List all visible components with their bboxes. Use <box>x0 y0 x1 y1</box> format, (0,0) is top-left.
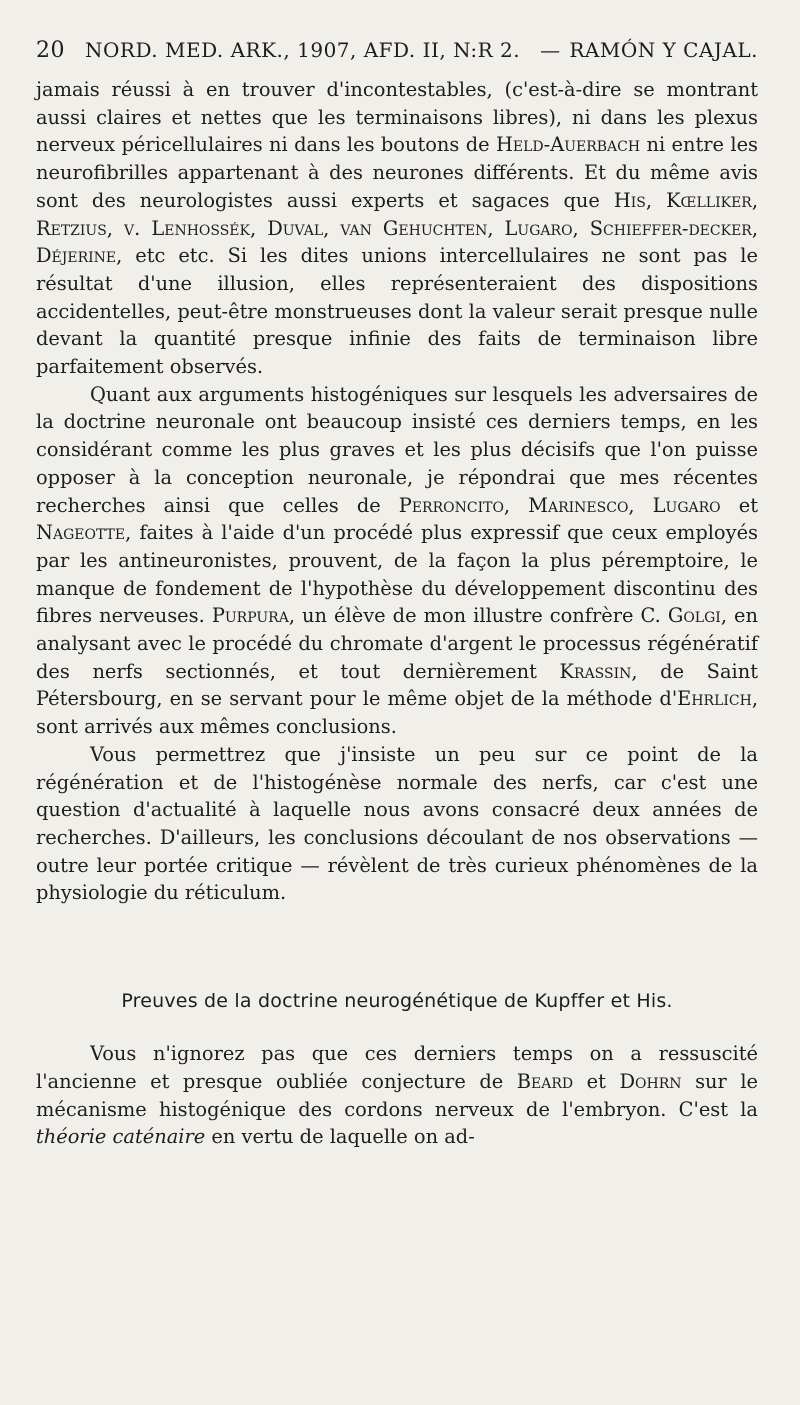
paragraph-3 <box>36 741 758 907</box>
paragraph-4-text-1: Vous n'ignorez pas que ces derniers temps on a ressuscité l'ancienne et presque oubliée conjecture de <box>36 1042 758 1093</box>
paragraph-4-text-2: et <box>573 1069 620 1093</box>
author-name: Purpura <box>211 604 289 628</box>
author-names: Perroncito, Marinesco, Lugaro <box>398 493 721 517</box>
paragraph-2-text-2: et <box>720 493 758 517</box>
paragraph-4-text-3: sur le mécanisme histogénique des cordons nerveux de l'embryon. C'est la <box>36 1069 758 1121</box>
running-head-author: RAMÓN Y CAJAL. <box>569 38 758 62</box>
author-name: Ehrlich <box>677 687 752 711</box>
paragraph-1-text-1: jamais réussi à en trouver d'incontestables, (c'est-à-dire se montrant aussi claires et nettes que les terminaisons libres), ni dans les plexus nerveux péricellulaires ni dans les boutons de <box>36 78 758 157</box>
author-name: Beard <box>516 1069 574 1093</box>
paragraph-2-text-3: , faites à l'aide d'un procédé plus expressif que ceux employés par les antineuronistes, prouvent, de la façon la plus péremptoire, le manque de fondement de l'hypothèse du développement discontinu des fibres nerveuses. <box>36 521 758 628</box>
paragraph-1 <box>36 76 758 381</box>
italic-term: théorie caténaire <box>36 1125 206 1149</box>
journal-reference: NORD. MED. ARK., 1907, AFD. II, N:R 2. <box>85 38 521 62</box>
author-name: Golgi <box>667 604 721 628</box>
running-head-dash: — <box>540 38 561 62</box>
paragraph-4 <box>36 1040 758 1151</box>
paragraph-4-text-4: en vertu de laquelle on ad- <box>205 1125 475 1149</box>
paragraph-2 <box>36 381 758 741</box>
paragraph-2-text-5: , en analysant avec le procédé du chromate d'argent le processus régénératif des nerfs sectionnés, et tout dernièrement <box>36 604 758 683</box>
paragraph-2-text-6: , de Saint Pétersbourg, en se servant pour le même objet de la méthode d' <box>36 659 758 711</box>
paragraph-2-text-1: Quant aux arguments histogéniques sur lesquels les adversaires de la doctrine neuronale ont beaucoup insisté ces derniers temps, en les considérant comme les plus graves et les plus décisifs que l'on puisse opposer à la conception neuronale, je répondrai que mes récentes recherches ainsi que celles de <box>36 382 758 517</box>
author-name: Krassin <box>559 659 632 683</box>
paragraph-2-text-7: , sont arrivés aux mêmes conclusions. <box>36 687 758 739</box>
author-name: Dohrn <box>619 1069 682 1093</box>
author-names: His, Kœlliker, Retzius, v. Lenhossék, Duval, van Gehuchten, Lugaro, Schieffer-decker, Déjerine <box>36 188 758 268</box>
paragraph-1-text-3: , etc etc. Si les dites unions intercellulaires ne sont pas le résultat d'une illusion, elles représenteraient des dispositions accidentelles, peut-être monstrueuses dont la valeur serait presque nulle devant la quantité presque infinie des faits de terminaison libre parfaitement observés. <box>36 244 758 379</box>
section-heading: Preuves de la doctrine neurogénétique de Kupffer et His. <box>121 990 673 1013</box>
paragraph-3-text-1: Vous permettrez que j'insiste un peu sur ce point de la régénération et de l'histogénèse normale des nerfs, car c'est une question d'actualité à laquelle nous avons consacré deux années de recherches. D'ailleurs, les conclusions découlant de nos observations — outre leur portée critique — révèlent de très curieux phénomènes de la physiologie du réticulum. <box>36 742 758 905</box>
paragraph-2-text-4: , un élève de mon illustre confrère C. <box>288 604 668 628</box>
running-head-left <box>36 40 561 62</box>
author-name: Held-Auerbach <box>496 133 641 157</box>
paragraph-1-text-2: ni entre les neurofibrilles appartenant à des neurones différents. Et du même avis sont des neurologistes aussi experts et sagaces que <box>36 133 759 212</box>
running-head <box>36 40 758 62</box>
page-number: 20 <box>36 38 65 63</box>
author-name: Nageotte <box>36 521 126 545</box>
